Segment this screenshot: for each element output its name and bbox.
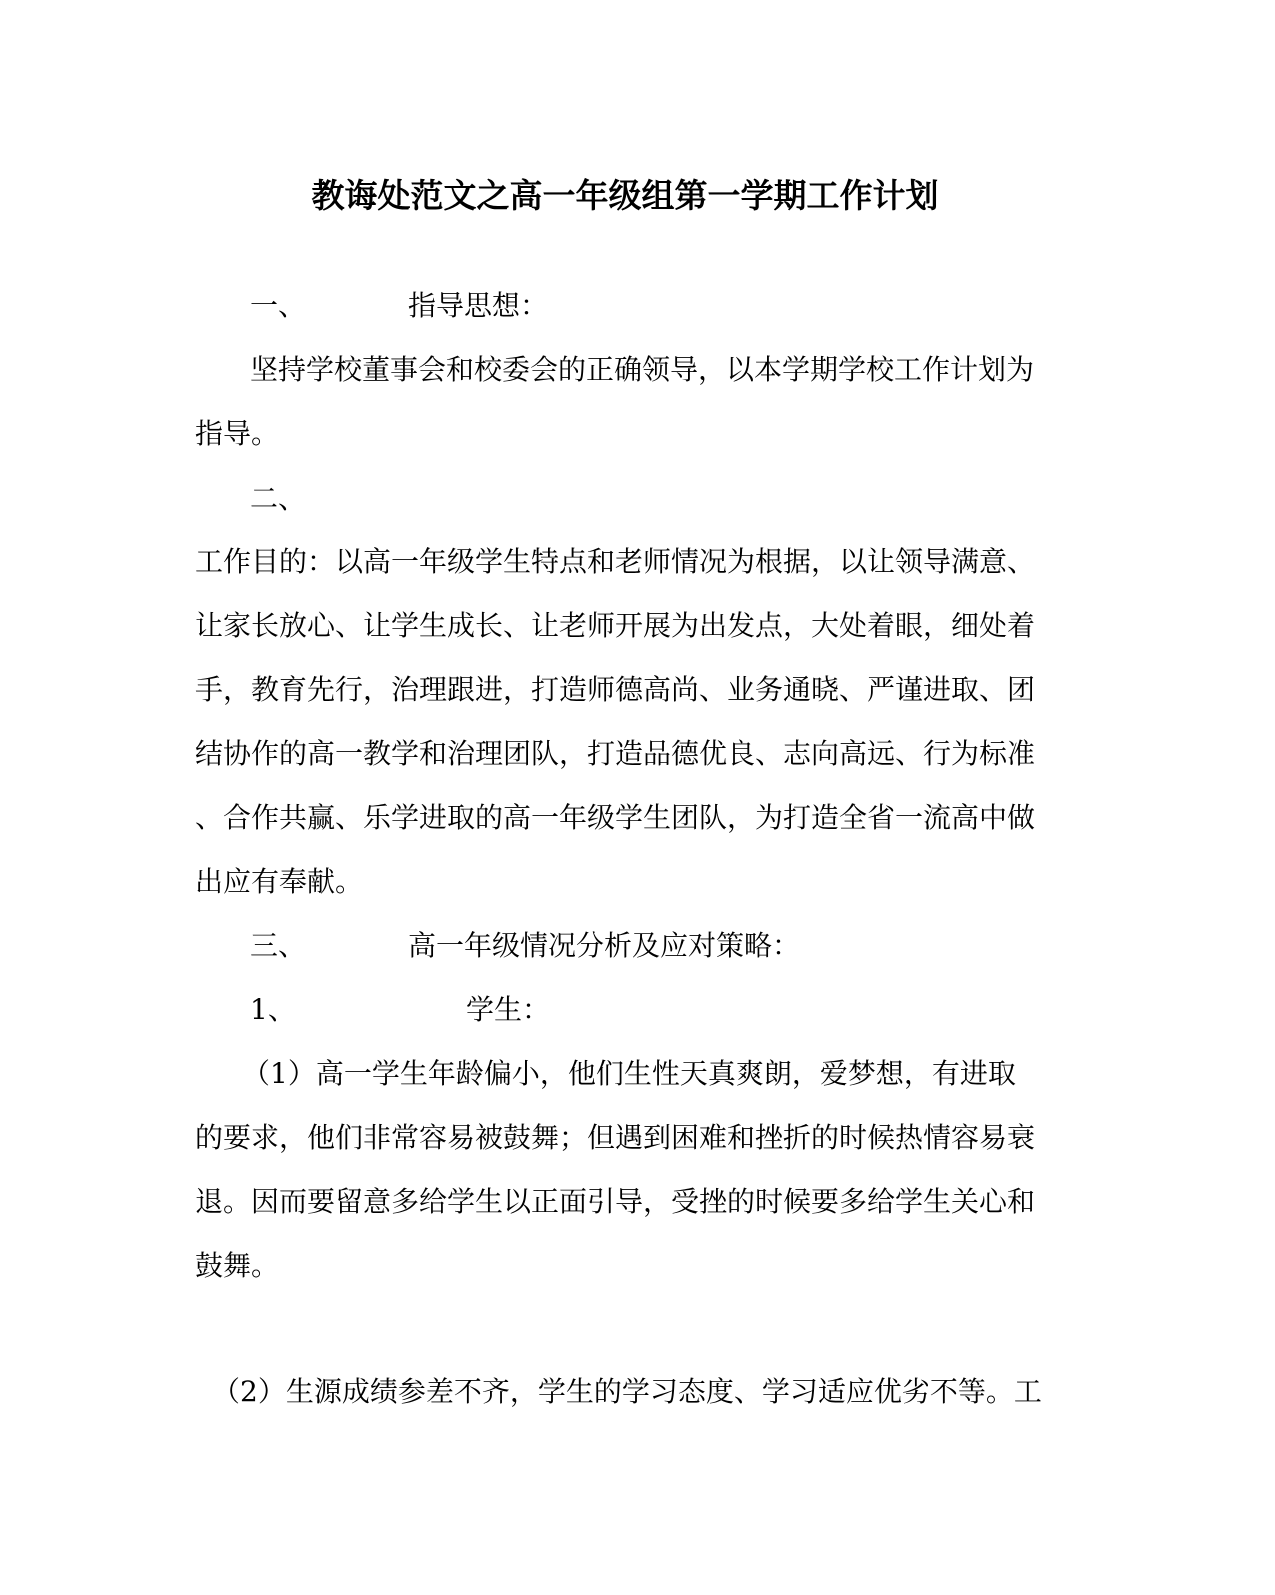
section-2-line-5: 、合作共赢、乐学进取的高一年级学生团队，为打造全省一流高中做 [195, 801, 1036, 834]
subsection-1-heading: 学生： [466, 993, 551, 1026]
item-1-line-3: 退。因而要留意多给学生以正面引导，受挫的时候要多给学生关心和 [195, 1185, 1036, 1218]
section-2-line-4: 结协作的高一教学和治理团队，打造品德优良、志向高远、行为标准 [195, 737, 1036, 770]
section-1-heading: 指导思想： [408, 289, 549, 322]
section-3-number: 三、 [250, 929, 307, 962]
document-title: 教诲处范文之高一年级组第一学期工作计划 [311, 176, 939, 215]
section-1-line-1: 坚持学校董事会和校委会的正确领导，以本学期学校工作计划为 [250, 353, 1035, 386]
item-1-line-4: 鼓舞。 [195, 1249, 280, 1282]
section-2-line-3: 手，教育先行，治理跟进，打造师德高尚、业务通晓、严谨进取、团 [195, 673, 1036, 706]
section-1-number: 一、 [250, 289, 307, 322]
section-2-line-2: 让家长放心、让学生成长、让老师开展为出发点，大处着眼，细处着 [195, 609, 1036, 642]
item-1-line-2: 的要求，他们非常容易被鼓舞；但遇到困难和挫折的时候热情容易衰 [195, 1121, 1036, 1154]
section-2-number: 二、 [250, 482, 307, 515]
section-2-line-1: 工作目的：以高一年级学生特点和老师情况为根据，以让领导满意、 [195, 545, 1036, 578]
subsection-1-number: 1、 [250, 993, 296, 1026]
item-2-line-1: （2）生源成绩参差不齐，学生的学习态度、学习适应优劣不等。工 [212, 1375, 1042, 1408]
section-3-heading: 高一年级情况分析及应对策略： [408, 929, 801, 962]
section-2-line-6: 出应有奉献。 [195, 865, 364, 898]
item-1-line-1: （1）高一学生年龄偏小，他们生性天真爽朗，爱梦想，有进取 [242, 1057, 1016, 1090]
section-1-line-2: 指导。 [195, 417, 280, 450]
